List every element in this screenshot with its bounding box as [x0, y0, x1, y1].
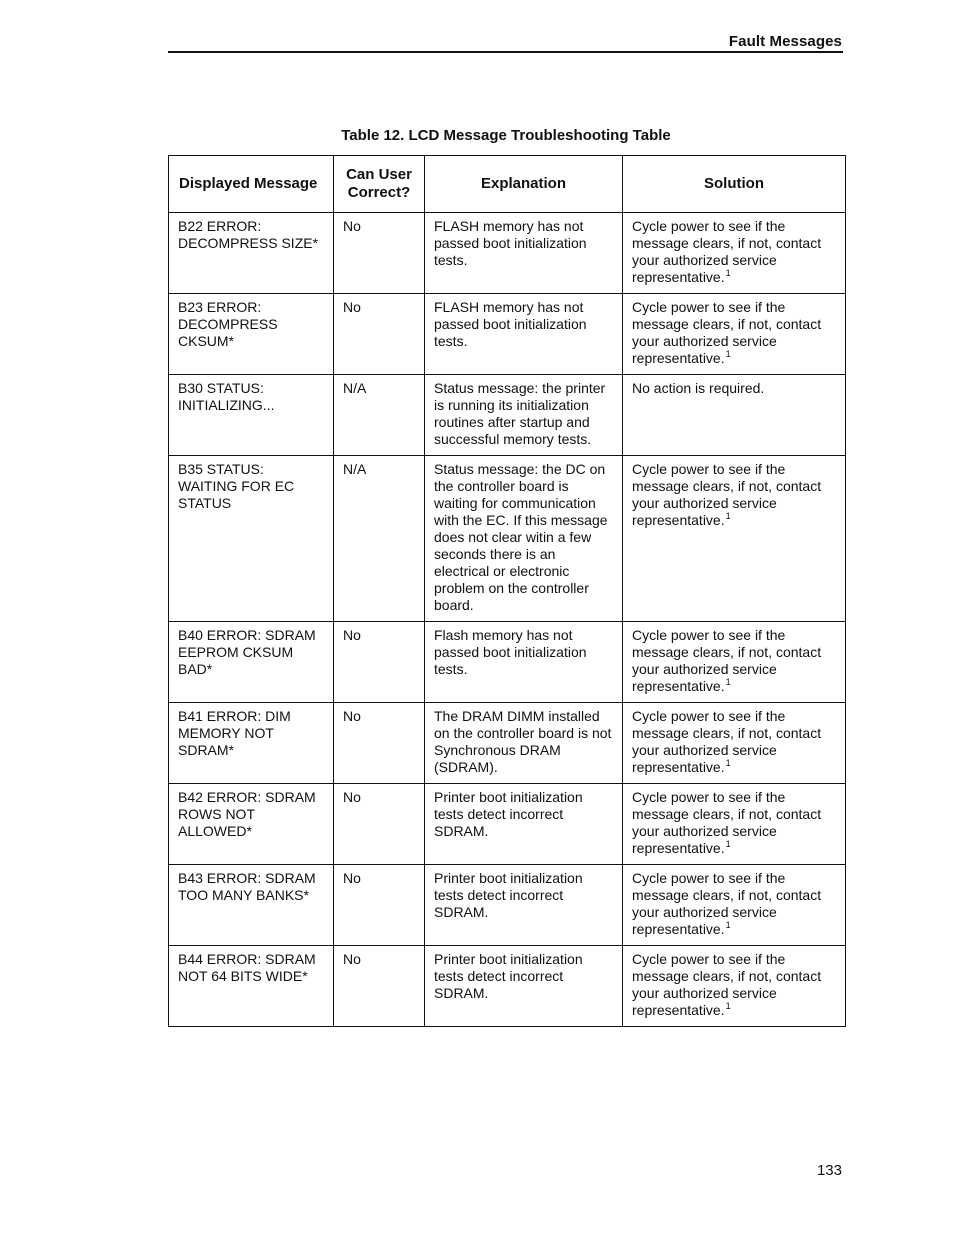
solution-text: Cycle power to see if the message clears, if not, contact your authorized service representative. — [632, 299, 822, 366]
can-user-correct-cell: N/A — [334, 375, 425, 456]
table-row — [169, 456, 846, 622]
displayed-message-cell: B30 STATUS: INITIALIZING... — [169, 375, 334, 456]
solution-cell — [623, 622, 846, 703]
solution-text: Cycle power to see if the message clears, if not, contact your authorized service representative. — [632, 627, 822, 694]
table-row — [169, 784, 846, 865]
footnote-marker: 1 — [725, 349, 731, 359]
column-header-can-user-correct: Can User Correct? — [334, 156, 425, 213]
explanation-cell: Printer boot initialization tests detect incorrect SDRAM. — [425, 946, 623, 1027]
displayed-message-cell: B43 ERROR: SDRAM TOO MANY BANKS* — [169, 865, 334, 946]
footnote-marker: 1 — [725, 268, 731, 278]
explanation-cell: Printer boot initialization tests detect incorrect SDRAM. — [425, 784, 623, 865]
explanation-cell: FLASH memory has not passed boot initialization tests. — [425, 294, 623, 375]
can-user-correct-cell: No — [334, 784, 425, 865]
solution-cell — [623, 865, 846, 946]
explanation-cell: Status message: the DC on the controller board is waiting for communication with the EC. If this message does not clear witin a few seconds there is an electrical or electronic problem on the controller board. — [425, 456, 623, 622]
solution-cell — [623, 456, 846, 622]
solution-text: Cycle power to see if the message clears, if not, contact your authorized service representative. — [632, 708, 822, 775]
section-title: Fault Messages — [728, 33, 842, 50]
table-row — [169, 213, 846, 294]
can-user-correct-cell: No — [334, 294, 425, 375]
solution-cell — [623, 213, 846, 294]
explanation-cell: Flash memory has not passed boot initialization tests. — [425, 622, 623, 703]
column-header-solution: Solution — [623, 156, 846, 213]
solution-cell — [623, 294, 846, 375]
table-caption: Table 12. LCD Message Troubleshooting Table — [341, 127, 671, 144]
solution-cell — [623, 703, 846, 784]
explanation-cell: Printer boot initialization tests detect incorrect SDRAM. — [425, 865, 623, 946]
footnote-marker: 1 — [725, 839, 731, 849]
table-row — [169, 946, 846, 1027]
displayed-message-cell: B41 ERROR: DIM MEMORY NOT SDRAM* — [169, 703, 334, 784]
solution-text: No action is required. — [632, 380, 765, 396]
solution-cell — [623, 946, 846, 1027]
explanation-cell: FLASH memory has not passed boot initialization tests. — [425, 213, 623, 294]
solution-text: Cycle power to see if the message clears, if not, contact your authorized service representative. — [632, 870, 822, 937]
can-user-correct-cell: No — [334, 703, 425, 784]
footnote-marker: 1 — [725, 920, 731, 930]
footnote-marker: 1 — [725, 1001, 731, 1011]
solution-cell — [623, 784, 846, 865]
column-header-explanation: Explanation — [425, 156, 623, 213]
can-user-correct-cell: No — [334, 946, 425, 1027]
displayed-message-cell: B44 ERROR: SDRAM NOT 64 BITS WIDE* — [169, 946, 334, 1027]
can-user-correct-cell: No — [334, 622, 425, 703]
solution-text: Cycle power to see if the message clears, if not, contact your authorized service representative. — [632, 218, 822, 285]
solution-cell — [623, 375, 846, 456]
displayed-message-cell: B40 ERROR: SDRAM EEPROM CKSUM BAD* — [169, 622, 334, 703]
displayed-message-cell: B35 STATUS: WAITING FOR EC STATUS — [169, 456, 334, 622]
can-user-correct-cell: N/A — [334, 456, 425, 622]
table-row — [169, 703, 846, 784]
footnote-marker: 1 — [725, 511, 731, 521]
table-body — [169, 213, 846, 1027]
header-rule — [168, 51, 843, 53]
displayed-message-cell: B23 ERROR: DECOMPRESS CKSUM* — [169, 294, 334, 375]
table-row — [169, 375, 846, 456]
displayed-message-cell: B42 ERROR: SDRAM ROWS NOT ALLOWED* — [169, 784, 334, 865]
displayed-message-cell: B22 ERROR: DECOMPRESS SIZE* — [169, 213, 334, 294]
footnote-marker: 1 — [725, 677, 731, 687]
explanation-cell: Status message: the printer is running its initialization routines after startup and successful memory tests. — [425, 375, 623, 456]
table-header — [169, 156, 846, 213]
can-user-correct-cell: No — [334, 213, 425, 294]
can-user-correct-cell: No — [334, 865, 425, 946]
table-row — [169, 622, 846, 703]
explanation-cell: The DRAM DIMM installed on the controller board is not Synchronous DRAM (SDRAM). — [425, 703, 623, 784]
footnote-marker: 1 — [725, 758, 731, 768]
solution-text: Cycle power to see if the message clears, if not, contact your authorized service representative. — [632, 789, 822, 856]
column-header-displayed-message: Displayed Message — [169, 156, 334, 213]
header-row — [169, 156, 846, 213]
lcd-troubleshooting-table — [168, 155, 846, 1027]
solution-text: Cycle power to see if the message clears, if not, contact your authorized service representative. — [632, 461, 822, 528]
table-row — [169, 865, 846, 946]
table-row — [169, 294, 846, 375]
page-number: 133 — [816, 1162, 842, 1179]
solution-text: Cycle power to see if the message clears, if not, contact your authorized service representative. — [632, 951, 822, 1018]
